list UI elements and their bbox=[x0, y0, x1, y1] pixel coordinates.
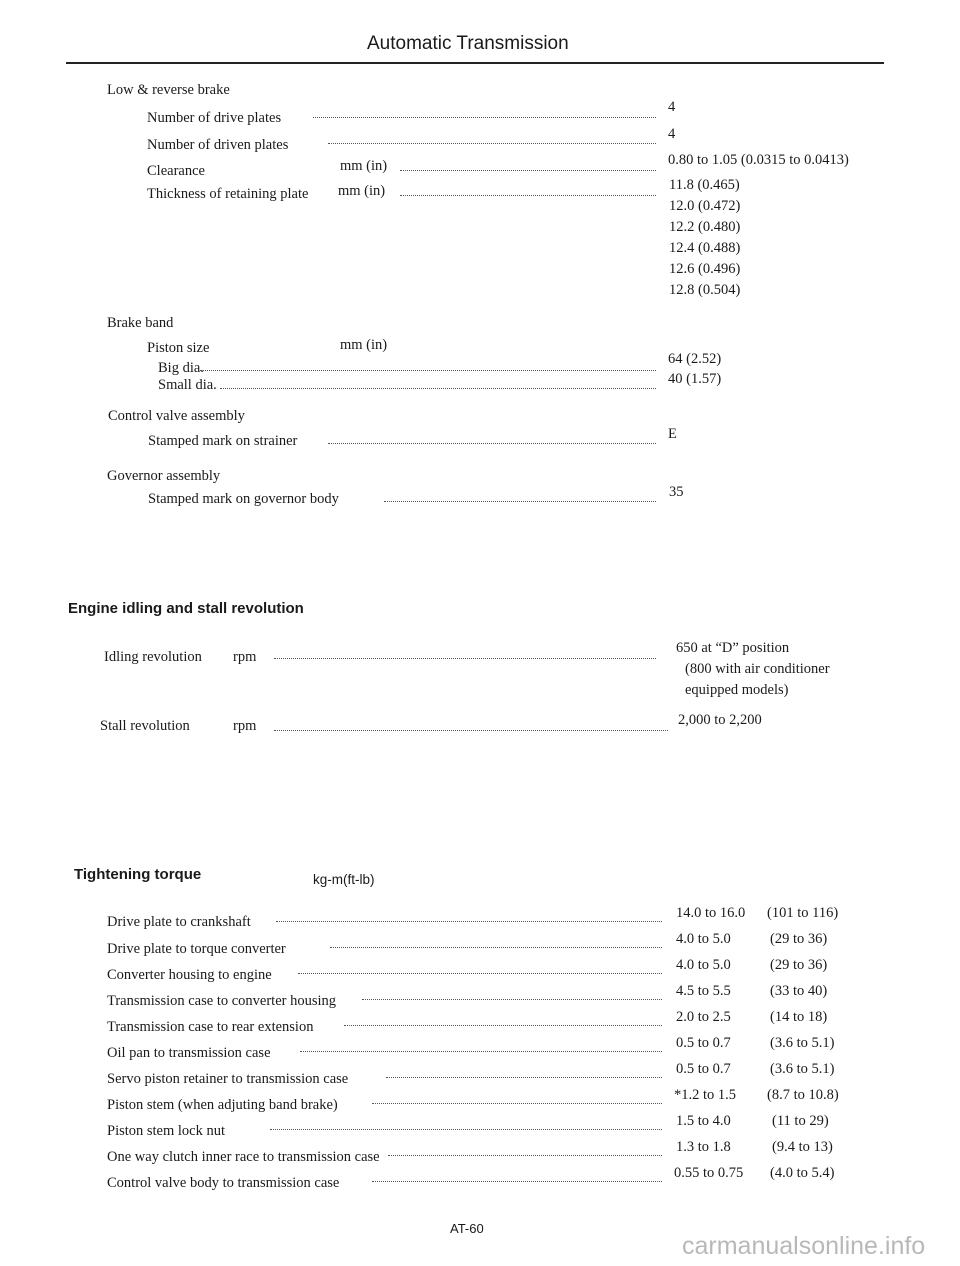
torque-imperial: (29 to 36) bbox=[770, 931, 828, 947]
spec-value: equipped models) bbox=[685, 682, 789, 698]
spec-label: Number of driven plates bbox=[147, 137, 289, 153]
torque-metric: 0.55 to 0.75 bbox=[674, 1165, 744, 1181]
leader-dots bbox=[384, 487, 656, 502]
leader-dots bbox=[344, 1011, 662, 1026]
torque-imperial: (11 to 29) bbox=[772, 1113, 829, 1129]
page-title: Automatic Transmission bbox=[367, 33, 569, 54]
spec-unit: mm (in) bbox=[340, 158, 388, 174]
section-torque-title: Tightening torque bbox=[74, 866, 202, 883]
header-rule bbox=[66, 62, 884, 64]
leader-dots bbox=[274, 644, 656, 659]
spec-label: Number of drive plates bbox=[147, 110, 282, 126]
section-control-valve-title: Control valve assembly bbox=[108, 408, 245, 424]
leader-dots bbox=[328, 429, 656, 444]
torque-imperial: (33 to 40) bbox=[770, 983, 828, 999]
leader-dots bbox=[400, 156, 656, 171]
spec-unit: mm (in) bbox=[340, 337, 388, 353]
torque-label: Piston stem lock nut bbox=[107, 1123, 226, 1139]
torque-imperial: (101 to 116) bbox=[767, 905, 839, 921]
section-governor-title: Governor assembly bbox=[107, 468, 221, 484]
torque-metric: 14.0 to 16.0 bbox=[676, 905, 746, 921]
spec-value: 12.0 (0.472) bbox=[669, 198, 741, 214]
spec-label: Clearance bbox=[147, 163, 205, 179]
torque-imperial: (3.6 to 5.1) bbox=[770, 1061, 835, 1077]
leader-dots bbox=[200, 356, 656, 371]
spec-value: 12.8 (0.504) bbox=[669, 282, 741, 298]
spec-label: Thickness of retaining plate bbox=[147, 186, 309, 202]
torque-imperial: (8.7 to 10.8) bbox=[767, 1087, 839, 1103]
spec-value: 40 (1.57) bbox=[668, 371, 722, 387]
spec-label: Big dia. bbox=[158, 360, 204, 376]
torque-metric: 1.5 to 4.0 bbox=[676, 1113, 731, 1129]
torque-label: Drive plate to torque converter bbox=[107, 941, 286, 957]
leader-dots bbox=[362, 985, 662, 1000]
torque-metric: 4.0 to 5.0 bbox=[676, 957, 731, 973]
leader-dots bbox=[328, 129, 656, 144]
torque-imperial: (14 to 18) bbox=[770, 1009, 828, 1025]
torque-label: Oil pan to transmission case bbox=[107, 1045, 271, 1061]
leader-dots bbox=[270, 1115, 662, 1130]
torque-metric: *1.2 to 1.5 bbox=[674, 1087, 737, 1103]
leader-dots bbox=[313, 103, 656, 118]
spec-unit: mm (in) bbox=[338, 183, 386, 199]
leader-dots bbox=[276, 907, 662, 922]
leader-dots bbox=[220, 374, 656, 389]
spec-value: 11.8 (0.465) bbox=[669, 177, 740, 193]
spec-value: 12.2 (0.480) bbox=[669, 219, 741, 235]
torque-label: Transmission case to rear extension bbox=[107, 1019, 314, 1035]
section-engine-idling-title: Engine idling and stall revolution bbox=[68, 600, 304, 617]
torque-metric: 4.5 to 5.5 bbox=[676, 983, 731, 999]
torque-metric: 4.0 to 5.0 bbox=[676, 931, 731, 947]
spec-value: (800 with air conditioner bbox=[685, 661, 830, 677]
watermark: carmanualsonline.info bbox=[682, 1232, 926, 1260]
spec-label: Stall revolution bbox=[100, 718, 190, 734]
spec-value: E bbox=[668, 426, 677, 442]
spec-value: 0.80 to 1.05 (0.0315 to 0.0413) bbox=[668, 152, 849, 168]
spec-value: 4 bbox=[668, 99, 676, 115]
leader-dots bbox=[298, 959, 662, 974]
torque-imperial: (29 to 36) bbox=[770, 957, 828, 973]
torque-metric: 1.3 to 1.8 bbox=[676, 1139, 731, 1155]
spec-value: 12.6 (0.496) bbox=[669, 261, 741, 277]
spec-label: Stamped mark on governor body bbox=[148, 491, 339, 507]
torque-metric: 0.5 to 0.7 bbox=[676, 1061, 731, 1077]
torque-imperial: (3.6 to 5.1) bbox=[770, 1035, 835, 1051]
spec-label: Idling revolution bbox=[104, 649, 202, 665]
section-brake-band-title: Brake band bbox=[107, 315, 174, 331]
spec-label: Piston size bbox=[147, 340, 210, 356]
torque-label: Piston stem (when adjuting band brake) bbox=[107, 1097, 338, 1113]
spec-value: 650 at “D” position bbox=[676, 640, 790, 656]
spec-value: 12.4 (0.488) bbox=[669, 240, 741, 256]
spec-unit: rpm bbox=[233, 649, 257, 665]
torque-label: One way clutch inner race to transmission case bbox=[107, 1149, 380, 1165]
spec-value: 4 bbox=[668, 126, 676, 142]
spec-value: 35 bbox=[669, 484, 684, 500]
torque-metric: 0.5 to 0.7 bbox=[676, 1035, 731, 1051]
leader-dots bbox=[274, 716, 668, 731]
torque-label: Control valve body to transmission case bbox=[107, 1175, 340, 1191]
torque-metric: 2.0 to 2.5 bbox=[676, 1009, 731, 1025]
leader-dots bbox=[386, 1063, 662, 1078]
leader-dots bbox=[372, 1089, 662, 1104]
section-low-reverse-title: Low & reverse brake bbox=[107, 82, 230, 98]
leader-dots bbox=[400, 181, 656, 196]
leader-dots bbox=[372, 1167, 662, 1182]
torque-label: Converter housing to engine bbox=[107, 967, 272, 983]
spec-value: 64 (2.52) bbox=[668, 351, 722, 367]
torque-imperial: (4.0 to 5.4) bbox=[770, 1165, 835, 1181]
torque-label: Servo piston retainer to transmission case bbox=[107, 1071, 349, 1087]
torque-label: Transmission case to converter housing bbox=[107, 993, 337, 1009]
torque-unit: kg-m(ft-lb) bbox=[313, 872, 375, 887]
leader-dots bbox=[388, 1141, 662, 1156]
torque-imperial: (9.4 to 13) bbox=[772, 1139, 833, 1155]
spec-value: 2,000 to 2,200 bbox=[678, 712, 762, 728]
torque-label: Drive plate to crankshaft bbox=[107, 914, 251, 930]
page-number: AT-60 bbox=[450, 1221, 484, 1236]
spec-label: Small dia. bbox=[158, 377, 217, 393]
spec-unit: rpm bbox=[233, 718, 257, 734]
leader-dots bbox=[300, 1037, 662, 1052]
leader-dots bbox=[330, 933, 662, 948]
spec-label: Stamped mark on strainer bbox=[148, 433, 298, 449]
